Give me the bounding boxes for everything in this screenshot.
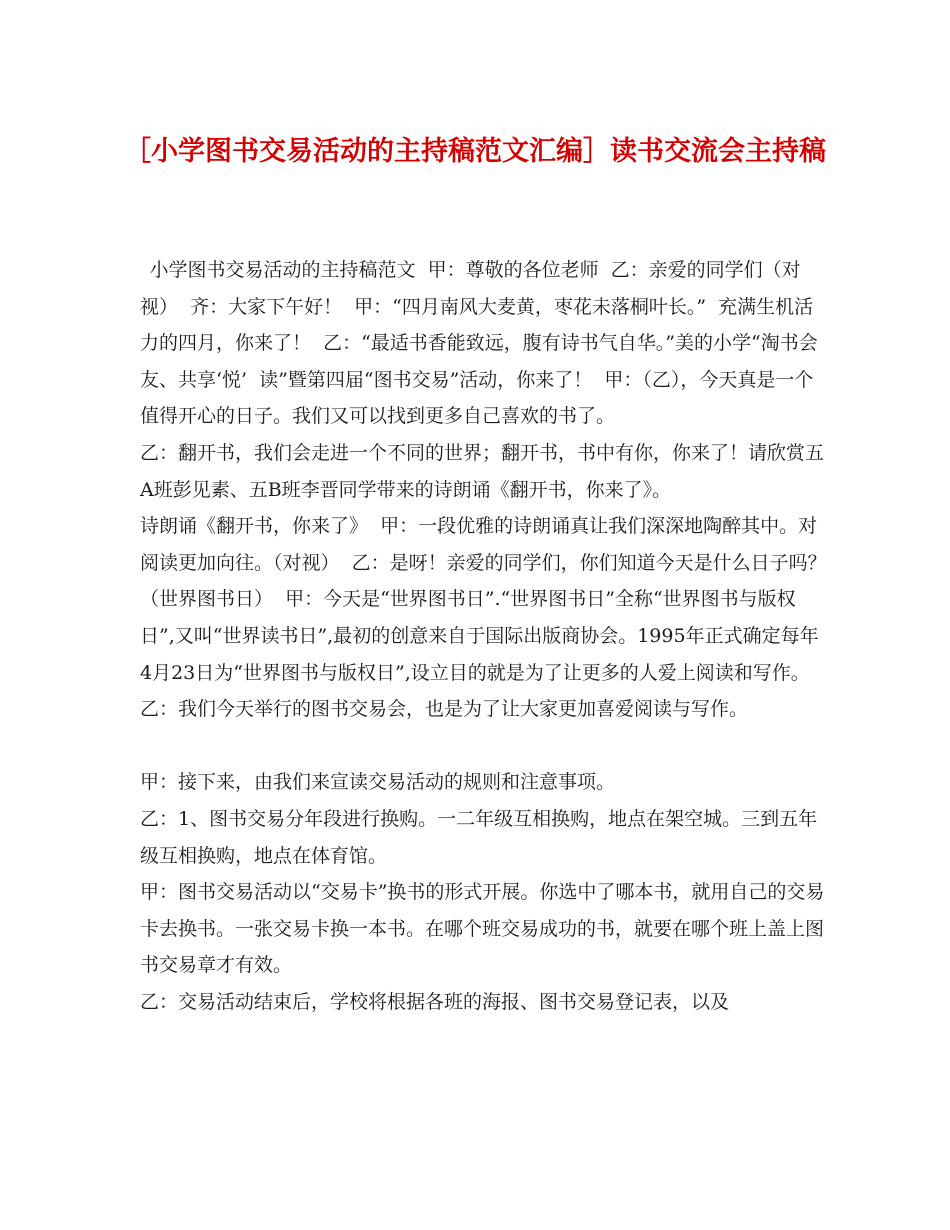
paragraph-rule-1: 乙：1、图书交易分年段进行换购。一二年级互相换购，地点在架空城。三到五年级互相换购，地点在体育馆。 (140, 807, 818, 867)
paragraph-after-trade: 乙：交易活动结束后，学校将根据各班的海报、图书交易登记表，以及 (140, 990, 730, 1013)
paragraph-rules-intro: 甲：接下来，由我们来宣读交易活动的规则和注意事项。 (140, 771, 616, 794)
paragraph-rule-card: 甲：图书交易活动以“交易卡”换书的形式开展。你选中了哪本书，就用自己的交易卡去换书。一张交易卡换一本书。在哪个班交易成功的书，就要在哪个班上盖上图书交易章才有效。 (140, 881, 825, 977)
paragraph-spacer (140, 728, 830, 765)
paragraph-trade-purpose: 乙：我们今天举行的图书交易会，也是为了让大家更加喜爱阅读与写作。 (140, 698, 749, 721)
paragraph-opening: 小学图书交易活动的主持稿范文 甲：尊敬的各位老师 乙：亲爱的同学们（对视） 齐：大家下午好！ 甲：“四月南风大麦黄，枣花未落桐叶长。” 充满生机活力的四月，你来了！ 乙：“最适书香能致远，腹有诗书气自华。”美的小学“淘书会友、共享‘悦’ 读”暨第四届“图书交易”活动，你来了！ 甲：（乙），今天真是一个值得开心的日子。我们又可以找到更多自己喜欢的书了。 (140, 259, 818, 428)
document-title: ［小学图书交易活动的主持稿范文汇编］读书交流会主持稿 (124, 136, 826, 167)
paragraph-book-day: 诗朗诵《翻开书，你来了》 甲：一段优雅的诗朗诵真让我们深深地陶醉其中。对阅读更加向往。（对视） 乙：是呀！亲爱的同学们，你们知道今天是什么日子吗？（世界图书日） 甲：今天是“世界图书日”.“世界图书日”全称“世界图书与版权日”,又叫“世界读书日”,最初的创意来自于国际出版商协会。1995年正式确定每年4月23日为“世界图书与版权日”,设立目的就是为了让更多的人爱上阅读和写作。 (140, 515, 827, 684)
document-body (140, 252, 830, 1020)
paragraph-poem-intro: 乙：翻开书，我们会走进一个不同的世界；翻开书，书中有你，你来了！请欣赏五A班彭见素、五B班李晋同学带来的诗朗诵《翻开书，你来了》。 (140, 441, 825, 501)
